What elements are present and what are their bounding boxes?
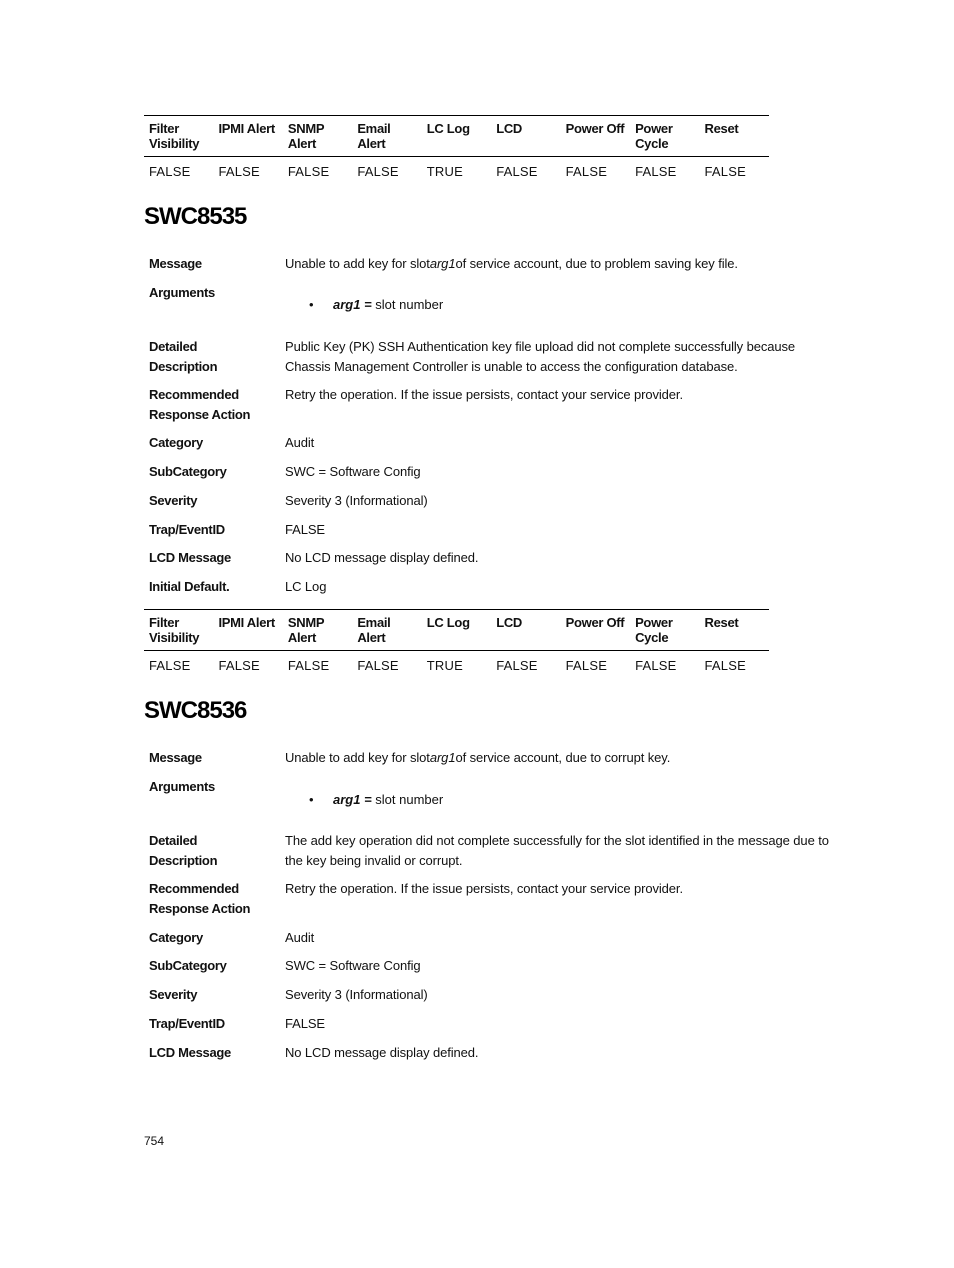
label-arguments: Arguments [149,285,215,300]
header-ipmi-alert: IPMI Alert [213,116,282,157]
filter-table-swc8535 [144,609,769,677]
label-severity: Severity [149,987,198,1002]
header-filter-visibility: Filter Visibility [144,116,213,157]
label-lcd-message: LCD Message [149,1045,231,1060]
table-cell: FALSE [704,164,746,179]
bullet-icon: • [309,297,314,312]
value-category: Audit [285,435,315,450]
value-trap-event-id: FALSE [285,522,325,537]
label-subcategory: SubCategory [149,958,227,973]
table-cell: FALSE [496,164,538,179]
table-cell: TRUE [426,164,463,179]
table-cell: TRUE [426,658,463,673]
header-email-alert: Email Alert [352,610,421,651]
header-lc-log: LC Log [422,116,491,157]
table-cell: FALSE [218,658,260,673]
table-cell: FALSE [149,164,191,179]
value-detailed-description: The add key operation did not complete successfully for the slot identified in the message due to the key being invalid or corrupt. [285,833,829,868]
table-row [144,157,769,184]
table-cell: FALSE [635,658,677,673]
value-recommended-action: Retry the operation. If the issue persists, contact your service provider. [285,881,683,896]
value-severity: Severity 3 (Informational) [285,493,428,508]
value-lcd-message: No LCD message display defined. [285,550,479,565]
value-lcd-message: No LCD message display defined. [285,1045,479,1060]
header-ipmi-alert: IPMI Alert [213,610,282,651]
table-cell: FALSE [357,658,399,673]
header-lc-log: LC Log [422,610,491,651]
header-filter-visibility: Filter Visibility [144,610,213,651]
value-trap-event-id: FALSE [285,1016,325,1031]
label-message: Message [149,750,202,765]
header-reset: Reset [700,610,770,651]
header-email-alert: Email Alert [352,116,421,157]
header-power-cycle: Power Cycle [630,116,699,157]
table-row [144,651,769,678]
table-cell: FALSE [496,658,538,673]
value-message: Unable to add key for slotarg1of service account, due to corrupt key. [285,750,671,765]
value-severity: Severity 3 (Informational) [285,987,428,1002]
header-power-cycle: Power Cycle [630,610,699,651]
filter-table-header-row [144,116,769,157]
filter-table-header-row [144,610,769,651]
value-initial-default: LC Log [285,579,327,594]
value-recommended-action: Retry the operation. If the issue persists, contact your service provider. [285,387,683,402]
header-lcd: LCD [491,610,560,651]
header-snmp-alert: SNMP Alert [283,116,352,157]
table-cell: FALSE [635,164,677,179]
label-category: Category [149,930,203,945]
header-power-off: Power Off [561,610,630,651]
header-power-off: Power Off [561,116,630,157]
table-cell: FALSE [218,164,260,179]
label-trap-event-id: Trap/EventID [149,1016,225,1031]
table-cell: FALSE [565,658,608,673]
label-trap-event-id: Trap/EventID [149,522,225,537]
header-reset: Reset [700,116,770,157]
table-cell: FALSE [287,658,330,673]
label-arguments: Arguments [149,779,215,794]
label-detailed-description: Detailed Description [149,833,218,868]
value-message: Unable to add key for slotarg1of service account, due to problem saving key file. [285,256,738,271]
table-cell: FALSE [565,164,608,179]
page-number: 754 [144,1134,165,1148]
section-heading-swc8535: SWC8535 [144,203,247,230]
label-lcd-message: LCD Message [149,550,231,565]
label-severity: Severity [149,493,198,508]
header-snmp-alert: SNMP Alert [283,610,352,651]
table-cell: FALSE [287,164,330,179]
label-initial-default: Initial Default. [149,579,230,594]
label-detailed-description: Detailed Description [149,339,218,374]
value-subcategory: SWC = Software Config [285,464,421,479]
table-cell: FALSE [357,164,399,179]
table-cell: FALSE [704,658,746,673]
document-page: Filter Visibility IPMI Alert SNMP Alert Email Alert LC Log LCD Power Off Power Cycle Reset FALSE FALSE FALSE FALSE TRUE FALSE FALSE FALSE FALSE SWC8535 Message Unable to add key for slotarg1of service account, due to problem saving key file. Arguments • arg1 = slot number Detailed Description Public Key (PK) SSH Authentication key file upload did not complete successfully because Chassis Management Controller is unable to access the configuration database. Recommended Response Action Retry the operation. If the issue persists, contact your service provider. Category Audit SubCategory SWC = Software Config Severity Severity 3 (Informational) Trap/EventID FALSE LCD Message No LCD message display defined. Initial Default. LC Log Filter Visibility IPMI Alert SNMP Alert Email Alert LC Log LCD Power Off Power Cycle Reset FALSE FALSE FALSE FALSE TRUE FALSE FALSE FALSE FALSE SWC8536 Message Unable to add key for slotarg1of service account, due to corrupt key. Arguments • arg1 = slot number Detailed Description The add key operation did not complete successfully for the slot identified in the message due to the key being invalid or corrupt. Recommended Response Action Retry the operation. If the issue persists, contact your service provider. Category Audit SubCategory SWC = Software Config Severity Severity 3 (Informational) Trap/EventID FALSE LCD Message No LCD message display defined. 754 [0,0,954,1268]
label-category: Category [149,435,203,450]
bullet-icon: • [309,792,314,807]
label-message: Message [149,256,202,271]
header-lcd: LCD [491,116,560,157]
filter-table-top [144,115,769,183]
value-detailed-description: Public Key (PK) SSH Authentication key file upload did not complete successfully because Chassis Management Controller is unable to access the configuration database. [285,339,796,374]
section-heading-swc8536: SWC8536 [144,697,247,724]
label-subcategory: SubCategory [149,464,227,479]
label-recommended-action: Recommended Response Action [149,881,251,916]
value-subcategory: SWC = Software Config [285,958,421,973]
label-recommended-action: Recommended Response Action [149,387,251,422]
value-category: Audit [285,930,315,945]
table-cell: FALSE [149,658,191,673]
